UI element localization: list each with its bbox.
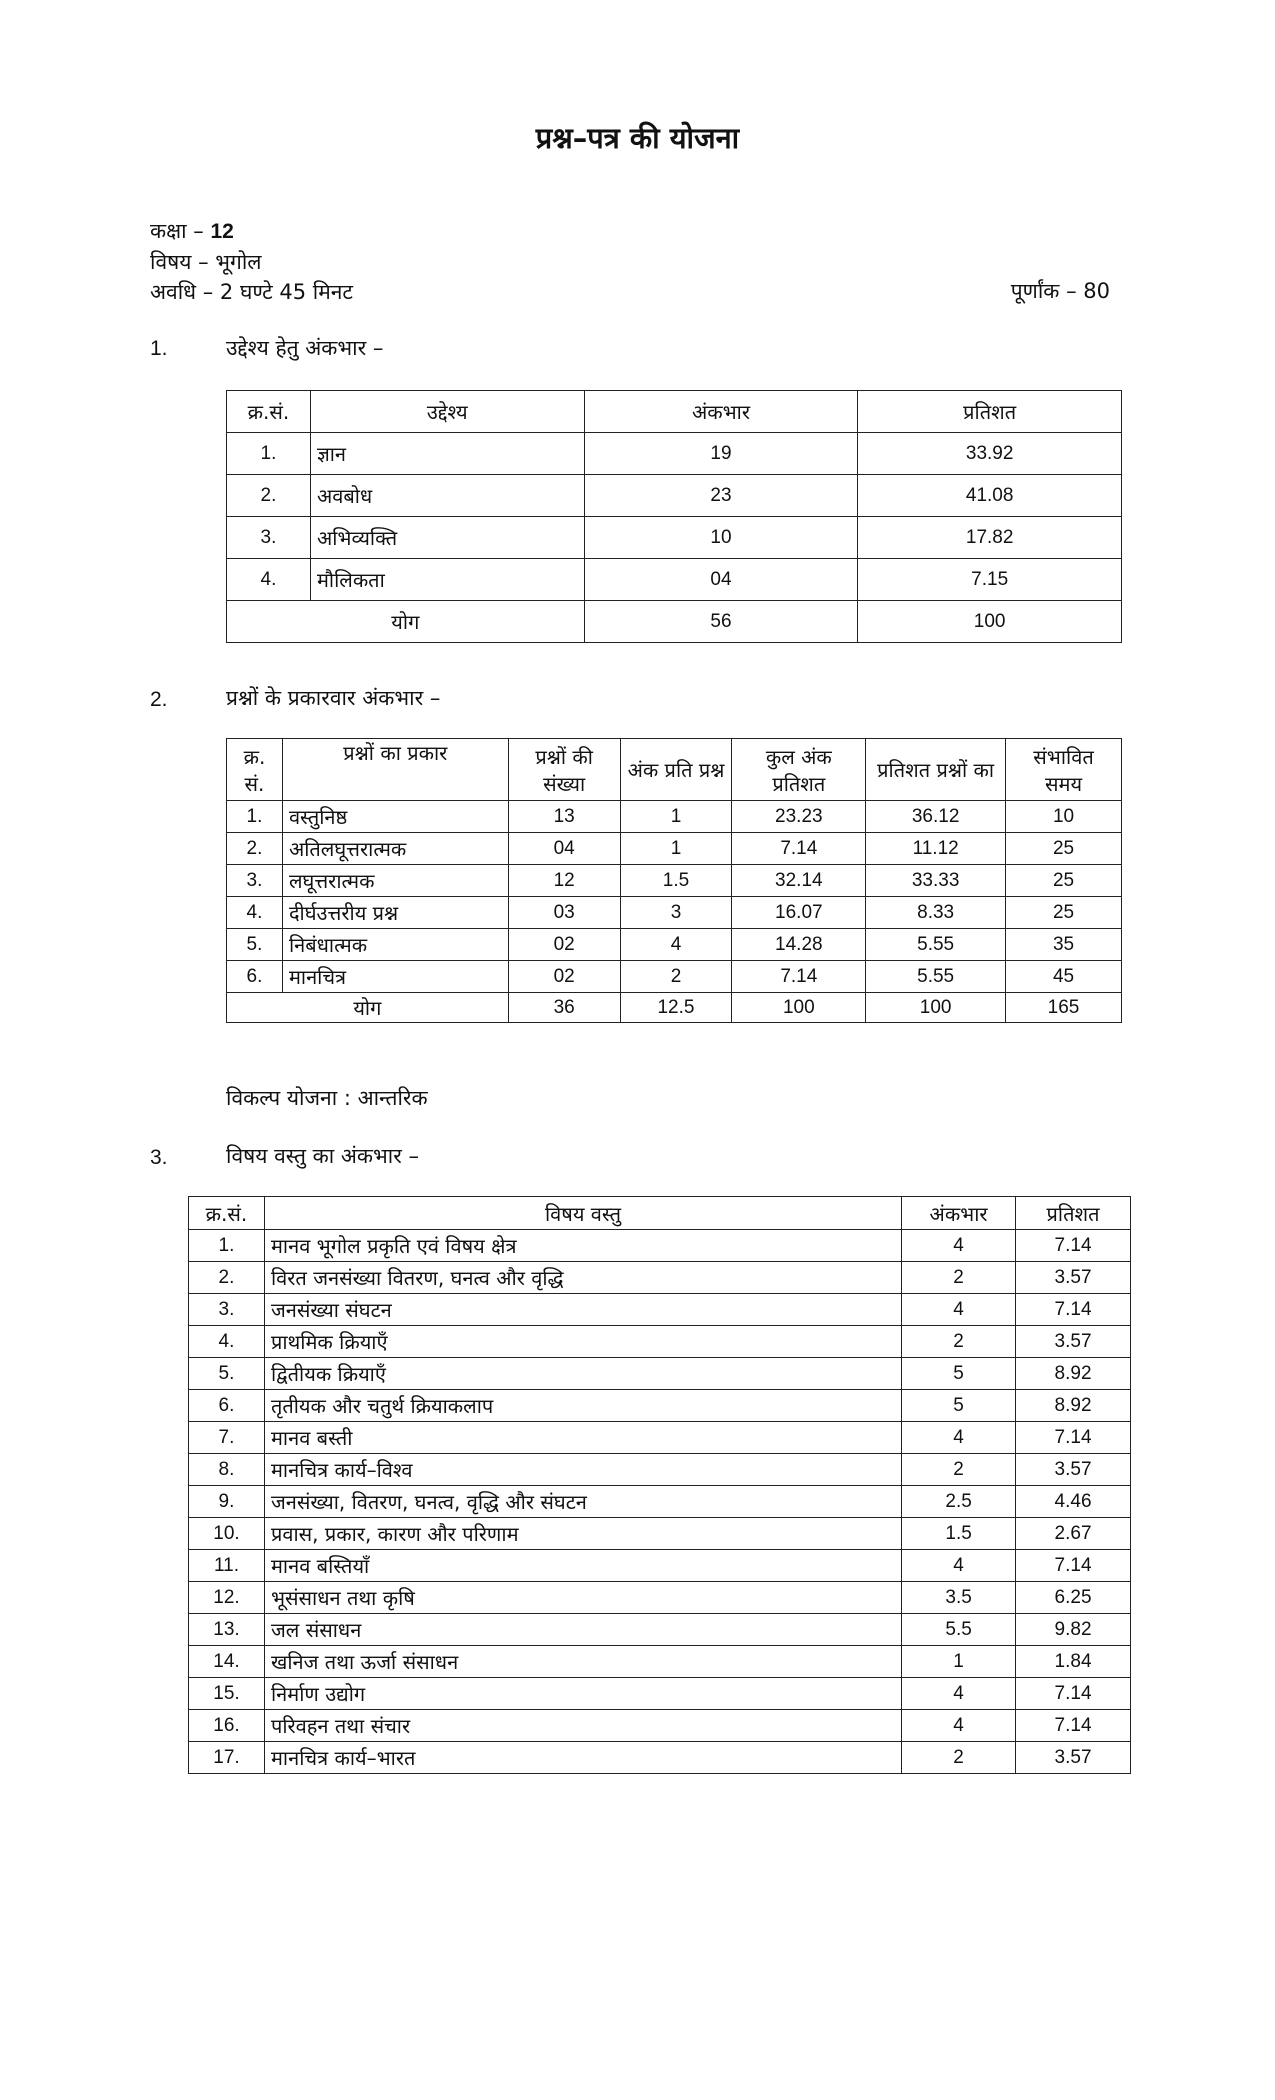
serial-cell: 15. bbox=[189, 1678, 265, 1710]
section1-number: 1. bbox=[150, 337, 168, 360]
table-row bbox=[227, 993, 1122, 1023]
table-row bbox=[227, 601, 1122, 643]
marks-per-question-cell: 2 bbox=[620, 961, 732, 993]
column-header: क्र.सं. bbox=[227, 391, 311, 433]
column-header: उद्देश्य bbox=[310, 391, 584, 433]
section3-number: 3. bbox=[150, 1146, 168, 1169]
column-header: प्रतिशत bbox=[1016, 1197, 1131, 1230]
objective-cell: अभिव्यक्ति bbox=[310, 517, 584, 559]
question-type-cell: मानचित्र bbox=[282, 961, 508, 993]
table-row bbox=[189, 1390, 1131, 1422]
topic-cell: तृतीयक और चतुर्थ क्रियाकलाप bbox=[264, 1390, 901, 1422]
percent-cell: 3.57 bbox=[1016, 1262, 1131, 1294]
percent-cell: 4.46 bbox=[1016, 1486, 1131, 1518]
duration-line: अवधि – 2 घण्टे 45 मिनट bbox=[150, 280, 354, 304]
marks-cell: 5 bbox=[902, 1358, 1016, 1390]
marks-cell: 2 bbox=[902, 1262, 1016, 1294]
table-header-row bbox=[227, 391, 1122, 433]
content-weightage-table bbox=[188, 1196, 1131, 1774]
percent-cell: 17.82 bbox=[858, 517, 1122, 559]
topic-cell: निर्माण उद्योग bbox=[264, 1678, 901, 1710]
section2-number: 2. bbox=[150, 688, 168, 711]
percent-cell: 6.25 bbox=[1016, 1582, 1131, 1614]
question-type-cell: वस्तुनिष्ठ bbox=[282, 801, 508, 833]
marks-per-question-cell: 1 bbox=[620, 833, 732, 865]
serial-cell: 7. bbox=[189, 1422, 265, 1454]
marks-cell: 3.5 bbox=[902, 1582, 1016, 1614]
total-percent-cell: 16.07 bbox=[732, 897, 866, 929]
class-value: 12 bbox=[210, 220, 234, 243]
subject-line: विषय – भूगोल bbox=[150, 250, 262, 274]
marks-cell: 4 bbox=[902, 1294, 1016, 1326]
percent-cell: 3.57 bbox=[1016, 1454, 1131, 1486]
total-total-cell: 100 bbox=[732, 993, 866, 1023]
question-type-cell: लघूत्तरात्मक bbox=[282, 865, 508, 897]
percent-cell: 9.82 bbox=[1016, 1614, 1131, 1646]
percent-cell: 7.14 bbox=[1016, 1678, 1131, 1710]
time-cell: 35 bbox=[1006, 929, 1122, 961]
table-row bbox=[189, 1646, 1131, 1678]
topic-cell: प्रवास, प्रकार, कारण और परिणाम bbox=[264, 1518, 901, 1550]
total-percent-cell: 100 bbox=[858, 601, 1122, 643]
table-row bbox=[227, 517, 1122, 559]
percent-cell: 33.92 bbox=[858, 433, 1122, 475]
percent-cell: 7.14 bbox=[1016, 1710, 1131, 1742]
table-row bbox=[189, 1582, 1131, 1614]
serial-cell: 5. bbox=[189, 1358, 265, 1390]
marks-cell: 23 bbox=[584, 475, 858, 517]
serial-cell: 4. bbox=[227, 897, 283, 929]
table-row bbox=[227, 833, 1122, 865]
percent-cell: 8.92 bbox=[1016, 1390, 1131, 1422]
marks-cell: 10 bbox=[584, 517, 858, 559]
serial-cell: 12. bbox=[189, 1582, 265, 1614]
topic-cell: विरत जनसंख्या वितरण, घनत्व और वृद्धि bbox=[264, 1262, 901, 1294]
marks-cell: 1.5 bbox=[902, 1518, 1016, 1550]
serial-cell: 1. bbox=[189, 1230, 265, 1262]
percent-cell: 7.14 bbox=[1016, 1294, 1131, 1326]
marks-cell: 4 bbox=[902, 1550, 1016, 1582]
topic-cell: जनसंख्या संघटन bbox=[264, 1294, 901, 1326]
table-row bbox=[189, 1262, 1131, 1294]
time-cell: 25 bbox=[1006, 865, 1122, 897]
table-row bbox=[189, 1454, 1131, 1486]
marks-per-question-cell: 4 bbox=[620, 929, 732, 961]
table-row bbox=[189, 1230, 1131, 1262]
table-header-row bbox=[189, 1197, 1131, 1230]
count-cell: 02 bbox=[508, 929, 620, 961]
topic-cell: मानव बस्तियाँ bbox=[264, 1550, 901, 1582]
topic-cell: परिवहन तथा संचार bbox=[264, 1710, 901, 1742]
marks-cell: 2 bbox=[902, 1326, 1016, 1358]
section3-heading: विषय वस्तु का अंकभार – bbox=[226, 1144, 419, 1168]
objective-weightage-table bbox=[226, 390, 1122, 643]
marks-cell: 2 bbox=[902, 1742, 1016, 1774]
topic-cell: मानचित्र कार्य–विश्व bbox=[264, 1454, 901, 1486]
total-count-cell: 36 bbox=[508, 993, 620, 1023]
marks-cell: 4 bbox=[902, 1678, 1016, 1710]
serial-cell: 4. bbox=[227, 559, 311, 601]
topic-cell: खनिज तथा ऊर्जा संसाधन bbox=[264, 1646, 901, 1678]
marks-cell: 2.5 bbox=[902, 1486, 1016, 1518]
serial-cell: 14. bbox=[189, 1646, 265, 1678]
serial-cell: 17. bbox=[189, 1742, 265, 1774]
count-cell: 12 bbox=[508, 865, 620, 897]
topic-cell: द्वितीयक क्रियाएँ bbox=[264, 1358, 901, 1390]
marks-cell: 2 bbox=[902, 1454, 1016, 1486]
table-row bbox=[227, 897, 1122, 929]
serial-cell: 4. bbox=[189, 1326, 265, 1358]
column-header: अंकभार bbox=[584, 391, 858, 433]
serial-cell: 1. bbox=[227, 433, 311, 475]
option-plan: विकल्प योजना : आन्तरिक bbox=[226, 1086, 428, 1110]
count-cell: 04 bbox=[508, 833, 620, 865]
topic-cell: जनसंख्या, वितरण, घनत्व, वृद्धि और संघटन bbox=[264, 1486, 901, 1518]
question-percent-cell: 11.12 bbox=[866, 833, 1006, 865]
time-cell: 45 bbox=[1006, 961, 1122, 993]
serial-cell: 2. bbox=[227, 833, 283, 865]
full-marks: पूर्णांक – 80 bbox=[1010, 279, 1110, 303]
column-header: कुल अंक प्रतिशत bbox=[732, 739, 866, 801]
table-row bbox=[227, 475, 1122, 517]
marks-per-question-cell: 3 bbox=[620, 897, 732, 929]
objective-cell: ज्ञान bbox=[310, 433, 584, 475]
percent-cell: 7.14 bbox=[1016, 1230, 1131, 1262]
table-row bbox=[189, 1710, 1131, 1742]
table-row bbox=[227, 801, 1122, 833]
serial-cell: 13. bbox=[189, 1614, 265, 1646]
table-row bbox=[227, 929, 1122, 961]
serial-cell: 3. bbox=[189, 1294, 265, 1326]
column-header: क्र. सं. bbox=[227, 739, 283, 801]
total-label-cell: योग bbox=[227, 993, 509, 1023]
section2-heading: प्रश्नों के प्रकारवार अंकभार – bbox=[226, 686, 441, 710]
question-type-table bbox=[226, 738, 1122, 1023]
objective-cell: अवबोध bbox=[310, 475, 584, 517]
marks-cell: 1 bbox=[902, 1646, 1016, 1678]
column-header: विषय वस्तु bbox=[264, 1197, 901, 1230]
percent-cell: 3.57 bbox=[1016, 1742, 1131, 1774]
percent-cell: 7.14 bbox=[1016, 1422, 1131, 1454]
table-row bbox=[189, 1422, 1131, 1454]
marks-cell: 4 bbox=[902, 1230, 1016, 1262]
question-percent-cell: 33.33 bbox=[866, 865, 1006, 897]
marks-cell: 5.5 bbox=[902, 1614, 1016, 1646]
time-cell: 25 bbox=[1006, 833, 1122, 865]
serial-cell: 2. bbox=[227, 475, 311, 517]
count-cell: 13 bbox=[508, 801, 620, 833]
column-header: अंकभार bbox=[902, 1197, 1016, 1230]
column-header: प्रश्नों का प्रकार bbox=[282, 739, 508, 801]
time-cell: 10 bbox=[1006, 801, 1122, 833]
serial-cell: 11. bbox=[189, 1550, 265, 1582]
total-per-cell: 12.5 bbox=[620, 993, 732, 1023]
percent-cell: 1.84 bbox=[1016, 1646, 1131, 1678]
topic-cell: मानव बस्ती bbox=[264, 1422, 901, 1454]
column-header: अंक प्रति प्रश्न bbox=[620, 739, 732, 801]
serial-cell: 9. bbox=[189, 1486, 265, 1518]
class-line bbox=[150, 216, 353, 247]
percent-cell: 3.57 bbox=[1016, 1326, 1131, 1358]
table-row bbox=[227, 433, 1122, 475]
total-percent-cell: 32.14 bbox=[732, 865, 866, 897]
serial-cell: 16. bbox=[189, 1710, 265, 1742]
total-percent-cell: 7.14 bbox=[732, 961, 866, 993]
topic-cell: मानचित्र कार्य–भारत bbox=[264, 1742, 901, 1774]
total-marks-cell: 56 bbox=[584, 601, 858, 643]
table-header-row bbox=[227, 739, 1122, 801]
percent-cell: 7.14 bbox=[1016, 1550, 1131, 1582]
count-cell: 03 bbox=[508, 897, 620, 929]
percent-cell: 41.08 bbox=[858, 475, 1122, 517]
time-cell: 25 bbox=[1006, 897, 1122, 929]
count-cell: 02 bbox=[508, 961, 620, 993]
table-row bbox=[189, 1518, 1131, 1550]
table-row bbox=[189, 1294, 1131, 1326]
table-row bbox=[189, 1358, 1131, 1390]
marks-cell: 4 bbox=[902, 1710, 1016, 1742]
question-percent-cell: 5.55 bbox=[866, 929, 1006, 961]
marks-cell: 5 bbox=[902, 1390, 1016, 1422]
objective-cell: मौलिकता bbox=[310, 559, 584, 601]
question-type-cell: दीर्घउत्तरीय प्रश्न bbox=[282, 897, 508, 929]
topic-cell: जल संसाधन bbox=[264, 1614, 901, 1646]
total-time-cell: 165 bbox=[1006, 993, 1122, 1023]
marks-cell: 04 bbox=[584, 559, 858, 601]
marks-per-question-cell: 1 bbox=[620, 801, 732, 833]
question-type-cell: अतिलघूत्तरात्मक bbox=[282, 833, 508, 865]
serial-cell: 8. bbox=[189, 1454, 265, 1486]
serial-cell: 10. bbox=[189, 1518, 265, 1550]
serial-cell: 5. bbox=[227, 929, 283, 961]
table-row bbox=[227, 961, 1122, 993]
column-header: क्र.सं. bbox=[189, 1197, 265, 1230]
serial-cell: 3. bbox=[227, 517, 311, 559]
table-row bbox=[189, 1326, 1131, 1358]
topic-cell: मानव भूगोल प्रकृति एवं विषय क्षेत्र bbox=[264, 1230, 901, 1262]
total-pct-cell: 100 bbox=[866, 993, 1006, 1023]
percent-cell: 7.15 bbox=[858, 559, 1122, 601]
topic-cell: भूसंसाधन तथा कृषि bbox=[264, 1582, 901, 1614]
question-percent-cell: 36.12 bbox=[866, 801, 1006, 833]
table-row bbox=[189, 1742, 1131, 1774]
table-row bbox=[227, 865, 1122, 897]
table-row bbox=[227, 559, 1122, 601]
question-percent-cell: 8.33 bbox=[866, 897, 1006, 929]
total-label-cell: योग bbox=[227, 601, 585, 643]
total-percent-cell: 14.28 bbox=[732, 929, 866, 961]
marks-cell: 4 bbox=[902, 1422, 1016, 1454]
percent-cell: 8.92 bbox=[1016, 1358, 1131, 1390]
serial-cell: 3. bbox=[227, 865, 283, 897]
table-row bbox=[189, 1614, 1131, 1646]
question-percent-cell: 5.55 bbox=[866, 961, 1006, 993]
table-row bbox=[189, 1678, 1131, 1710]
table-row bbox=[189, 1550, 1131, 1582]
marks-per-question-cell: 1.5 bbox=[620, 865, 732, 897]
column-header: प्रतिशत bbox=[858, 391, 1122, 433]
total-percent-cell: 23.23 bbox=[732, 801, 866, 833]
serial-cell: 6. bbox=[189, 1390, 265, 1422]
class-label: कक्षा – bbox=[150, 219, 204, 243]
serial-cell: 1. bbox=[227, 801, 283, 833]
topic-cell: प्राथमिक क्रियाएँ bbox=[264, 1326, 901, 1358]
section1-heading: उद्देश्य हेतु अंकभार – bbox=[226, 336, 384, 360]
column-header: प्रश्नों की संख्या bbox=[508, 739, 620, 801]
table-row bbox=[189, 1486, 1131, 1518]
serial-cell: 2. bbox=[189, 1262, 265, 1294]
column-header: प्रतिशत प्रश्नों का bbox=[866, 739, 1006, 801]
serial-cell: 6. bbox=[227, 961, 283, 993]
marks-cell: 19 bbox=[584, 433, 858, 475]
question-type-cell: निबंधात्मक bbox=[282, 929, 508, 961]
meta-block bbox=[150, 216, 353, 307]
page-title: प्रश्न–पत्र की योजना bbox=[535, 121, 740, 155]
percent-cell: 2.67 bbox=[1016, 1518, 1131, 1550]
total-percent-cell: 7.14 bbox=[732, 833, 866, 865]
column-header: संभावित समय bbox=[1006, 739, 1122, 801]
